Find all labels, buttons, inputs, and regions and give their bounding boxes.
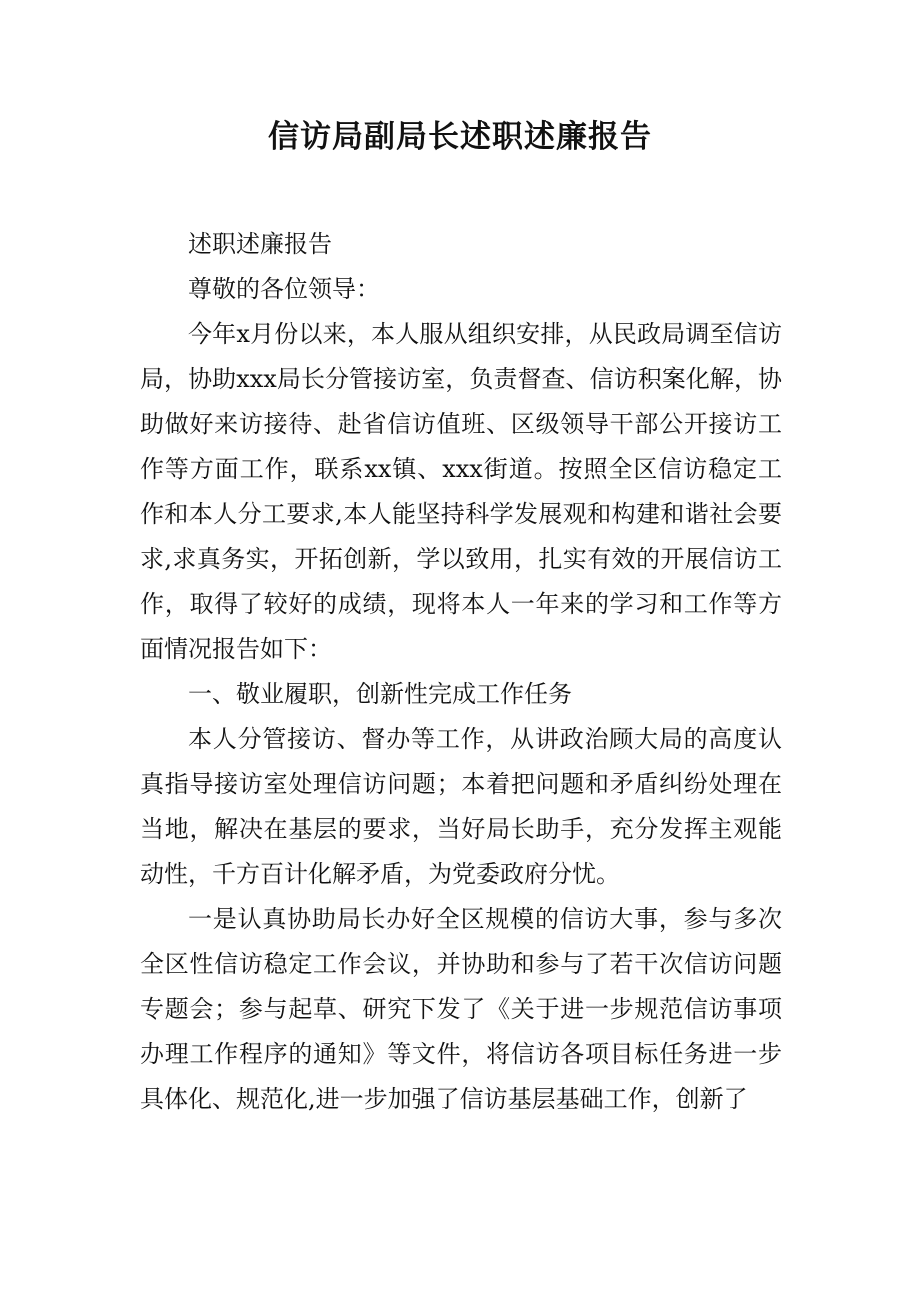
paragraph-section-1-intro: 本人分管接访、督办等工作，从讲政治顾大局的高度认真指导接访室处理信访问题；本着把问题和矛盾纠纷处理在当地，解决在基层的要求，当好局长助手，充分发挥主观能动性，千方百计化解矛盾，为党委政府分忧。 [140, 725, 782, 888]
paragraph-section-1-point-1: 一是认真协助局长办好全区规模的信访大事，参与多次全区性信访稳定工作会议，并协助和参与了若干次信访问题专题会；参与起草、研究下发了《关于进一步规范信访事项办理工作程序的通知》等文件，将信访各项目标任务进一步具体化、规范化,进一步加强了信访基层基础工作，创新了 [140, 905, 782, 1113]
paragraph-heading-label: 述职述廉报告 [188, 230, 332, 258]
paragraph-introduction: 今年x月份以来，本人服从组织安排，从民政局调至信访局，协助xxx局长分管接访室，负责督查、信访积案化解，协助做好来访接待、赴省信访值班、区级领导干部公开接访工作等方面工作，联系xx镇、xxx街道。按照全区信访稳定工作和本人分工要求,本人能坚持科学发展观和构建和谐社会要求,求真务实，开拓创新，学以致用，扎实有效的开展信访工作，取得了较好的成绩，现将本人一年来的学习和工作等方面情况报告如下： [140, 320, 782, 663]
document-title: 信访局副局长述职述廉报告 [268, 119, 652, 155]
document-body [140, 222, 782, 1122]
section-heading-1: 一、敬业履职，创新性完成工作任务 [188, 680, 572, 708]
paragraph-salutation: 尊敬的各位领导： [188, 275, 380, 303]
